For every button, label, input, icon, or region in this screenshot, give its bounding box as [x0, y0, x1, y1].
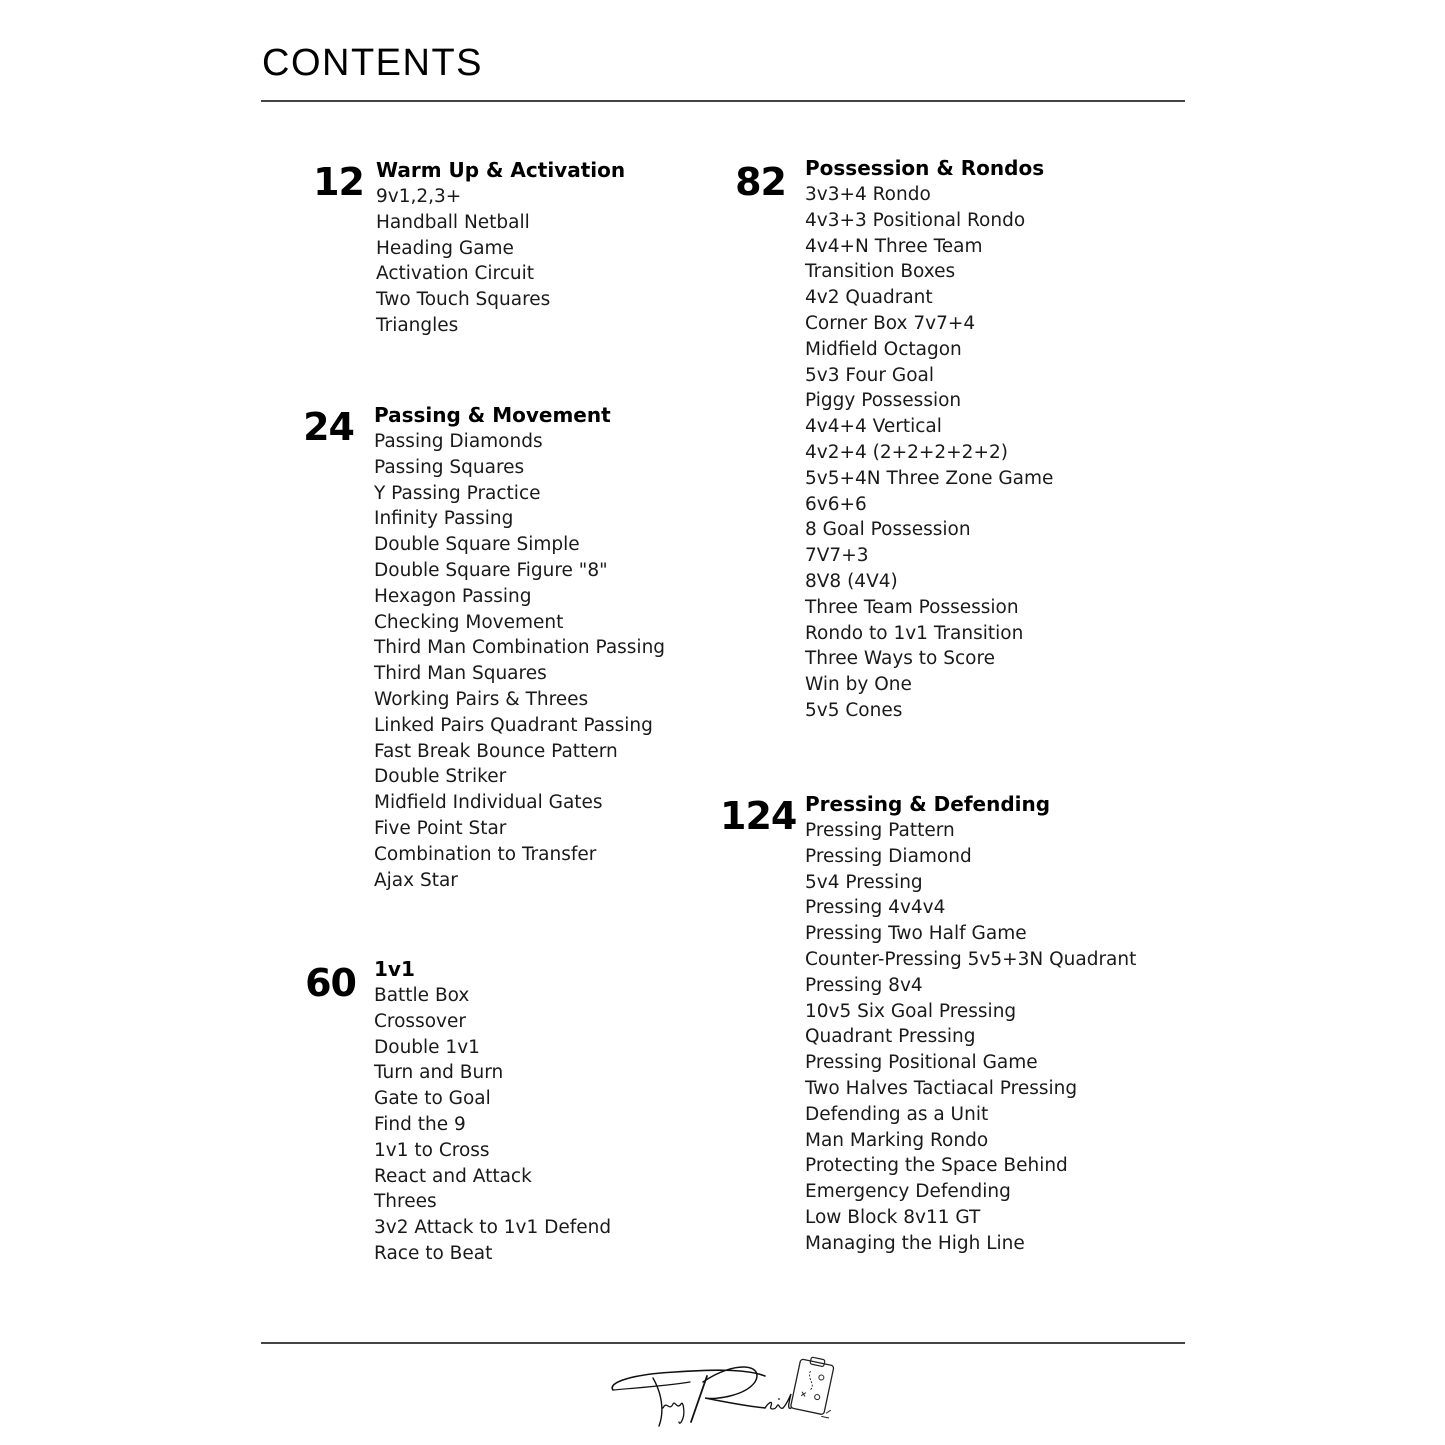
- toc-entry: 8V8 (4V4): [805, 570, 898, 592]
- toc-entry: 4v3+3 Positional Rondo: [805, 209, 1026, 231]
- toc-entry: Low Block 8v11 GT: [805, 1206, 981, 1228]
- toc-entry: Two Halves Tactiacal Pressing: [805, 1077, 1078, 1099]
- toc-entry: 3v2 Attack to 1v1 Defend: [374, 1217, 612, 1239]
- section-heading: Possession & Rondos: [805, 156, 1045, 180]
- section-item-list: [805, 182, 1053, 724]
- section-item-list: [805, 818, 1136, 1257]
- toc-entry: Five Point Star: [374, 817, 507, 839]
- toc-entry: 10v5 Six Goal Pressing: [805, 1000, 1017, 1022]
- toc-entry: Activation Circuit: [376, 263, 535, 285]
- toc-entry: Working Pairs & Threes: [374, 688, 589, 710]
- toc-entry: Quadrant Pressing: [805, 1026, 976, 1048]
- toc-entry: React and Attack: [374, 1165, 532, 1187]
- toc-entry: Infinity Passing: [374, 508, 514, 530]
- toc-entry: Pressing Positional Game: [805, 1052, 1038, 1074]
- toc-entry: Y Passing Practice: [374, 482, 541, 504]
- toc-entry: Man Marking Rondo: [805, 1129, 989, 1151]
- toc-entry: Double Square Figure "8": [374, 559, 608, 581]
- toc-entry: Heading Game: [376, 237, 514, 259]
- toc-entry: Linked Pairs Quadrant Passing: [374, 714, 653, 736]
- section-page-number: 60: [305, 961, 356, 1005]
- toc-entry: 5v5 Cones: [805, 699, 903, 721]
- toc-entry: 5v5+4N Three Zone Game: [805, 467, 1054, 489]
- section-heading: 1v1: [374, 957, 415, 981]
- toc-entry: Three Team Possession: [805, 596, 1019, 618]
- toc-entry: Double Square Simple: [374, 534, 580, 556]
- toc-entry: Double 1v1: [374, 1036, 480, 1058]
- header-divider: [261, 100, 1185, 102]
- page-title: CONTENTS: [262, 42, 483, 84]
- toc-entry: 8 Goal Possession: [805, 519, 971, 541]
- toc-entry: Third Man Squares: [374, 663, 547, 685]
- toc-entry: Emergency Defending: [805, 1181, 1011, 1203]
- toc-entry: Passing Diamonds: [374, 431, 543, 452]
- toc-entry: Third Man Combination Passing: [374, 637, 666, 659]
- toc-entry: Ajax Star: [374, 869, 458, 891]
- toc-entry: Corner Box 7v7+4: [805, 312, 976, 334]
- toc-entry: 4v2 Quadrant: [805, 287, 933, 309]
- section-heading: Warm Up & Activation: [376, 158, 626, 182]
- toc-entry: Transition Boxes: [805, 261, 956, 283]
- toc-entry: 6v6+6: [805, 493, 867, 515]
- toc-entry: Piggy Possession: [805, 390, 962, 412]
- toc-entry: 7V7+3: [805, 545, 869, 567]
- toc-entry: Find the 9: [374, 1113, 466, 1135]
- toc-entry: Checking Movement: [374, 611, 564, 633]
- section-page-number: 12: [313, 160, 364, 204]
- toc-entry: 4v4+4 Vertical: [805, 416, 942, 438]
- toc-entry: 1v1 to Cross: [374, 1139, 490, 1161]
- section-heading: Passing & Movement: [374, 403, 611, 427]
- toc-entry: Midfield Individual Gates: [374, 792, 603, 814]
- section-heading: Pressing & Defending: [805, 792, 1051, 816]
- toc-entry: Pressing Two Half Game: [805, 923, 1027, 945]
- toc-entry: Counter-Pressing 5v5+3N Quadrant: [805, 948, 1137, 970]
- toc-entry: Three Ways to Score: [805, 648, 996, 670]
- toc-entry: Two Touch Squares: [376, 289, 551, 311]
- toc-entry: Pressing 4v4v4: [805, 897, 946, 919]
- toc-entry: Battle Box: [374, 985, 470, 1006]
- toc-entry: Triangles: [376, 314, 459, 336]
- section-page-number: 24: [303, 405, 354, 449]
- section-item-list: [374, 983, 611, 1267]
- toc-entry: 5v3 Four Goal: [805, 364, 935, 386]
- toc-entry: 4v4+N Three Team: [805, 235, 983, 257]
- toc-entry: Double Striker: [374, 766, 507, 788]
- toc-entry: 9v1,2,3+: [376, 186, 462, 207]
- toc-entry: Pressing 8v4: [805, 974, 923, 996]
- toc-entry: Protecting the Space Behind: [805, 1155, 1068, 1177]
- toc-entry: Crossover: [374, 1010, 466, 1032]
- toc-entry: Combination to Transfer: [374, 843, 597, 865]
- signature-icon: [605, 1352, 840, 1432]
- toc-entry: Hexagon Passing: [374, 585, 532, 607]
- toc-entry: Pressing Pattern: [805, 820, 955, 841]
- toc-entry: Handball Netball: [376, 211, 530, 233]
- toc-entry: Managing the High Line: [805, 1232, 1025, 1254]
- toc-entry: 5v4 Pressing: [805, 871, 923, 893]
- section-page-number: 82: [735, 160, 786, 204]
- toc-entry: Race to Beat: [374, 1242, 493, 1264]
- toc-entry: Threes: [374, 1191, 437, 1213]
- toc-entry: Passing Squares: [374, 456, 525, 478]
- footer-divider: [261, 1342, 1185, 1344]
- section-page-number: 124: [720, 794, 797, 838]
- section-item-list: [374, 429, 665, 893]
- toc-entry: Midfield Octagon: [805, 338, 962, 360]
- toc-entry: Gate to Goal: [374, 1088, 491, 1110]
- toc-entry: Fast Break Bounce Pattern: [374, 740, 618, 762]
- toc-entry: Win by One: [805, 674, 912, 696]
- toc-entry: Pressing Diamond: [805, 845, 972, 867]
- toc-entry: 3v3+4 Rondo: [805, 184, 931, 205]
- toc-entry: 4v2+4 (2+2+2+2+2): [805, 441, 1008, 463]
- toc-entry: Defending as a Unit: [805, 1103, 989, 1125]
- toc-entry: Rondo to 1v1 Transition: [805, 622, 1024, 644]
- clipboard-tactics-icon: [790, 1355, 840, 1418]
- section-item-list: [376, 184, 625, 339]
- signature-logo: [605, 1352, 840, 1432]
- toc-entry: Turn and Burn: [374, 1062, 504, 1084]
